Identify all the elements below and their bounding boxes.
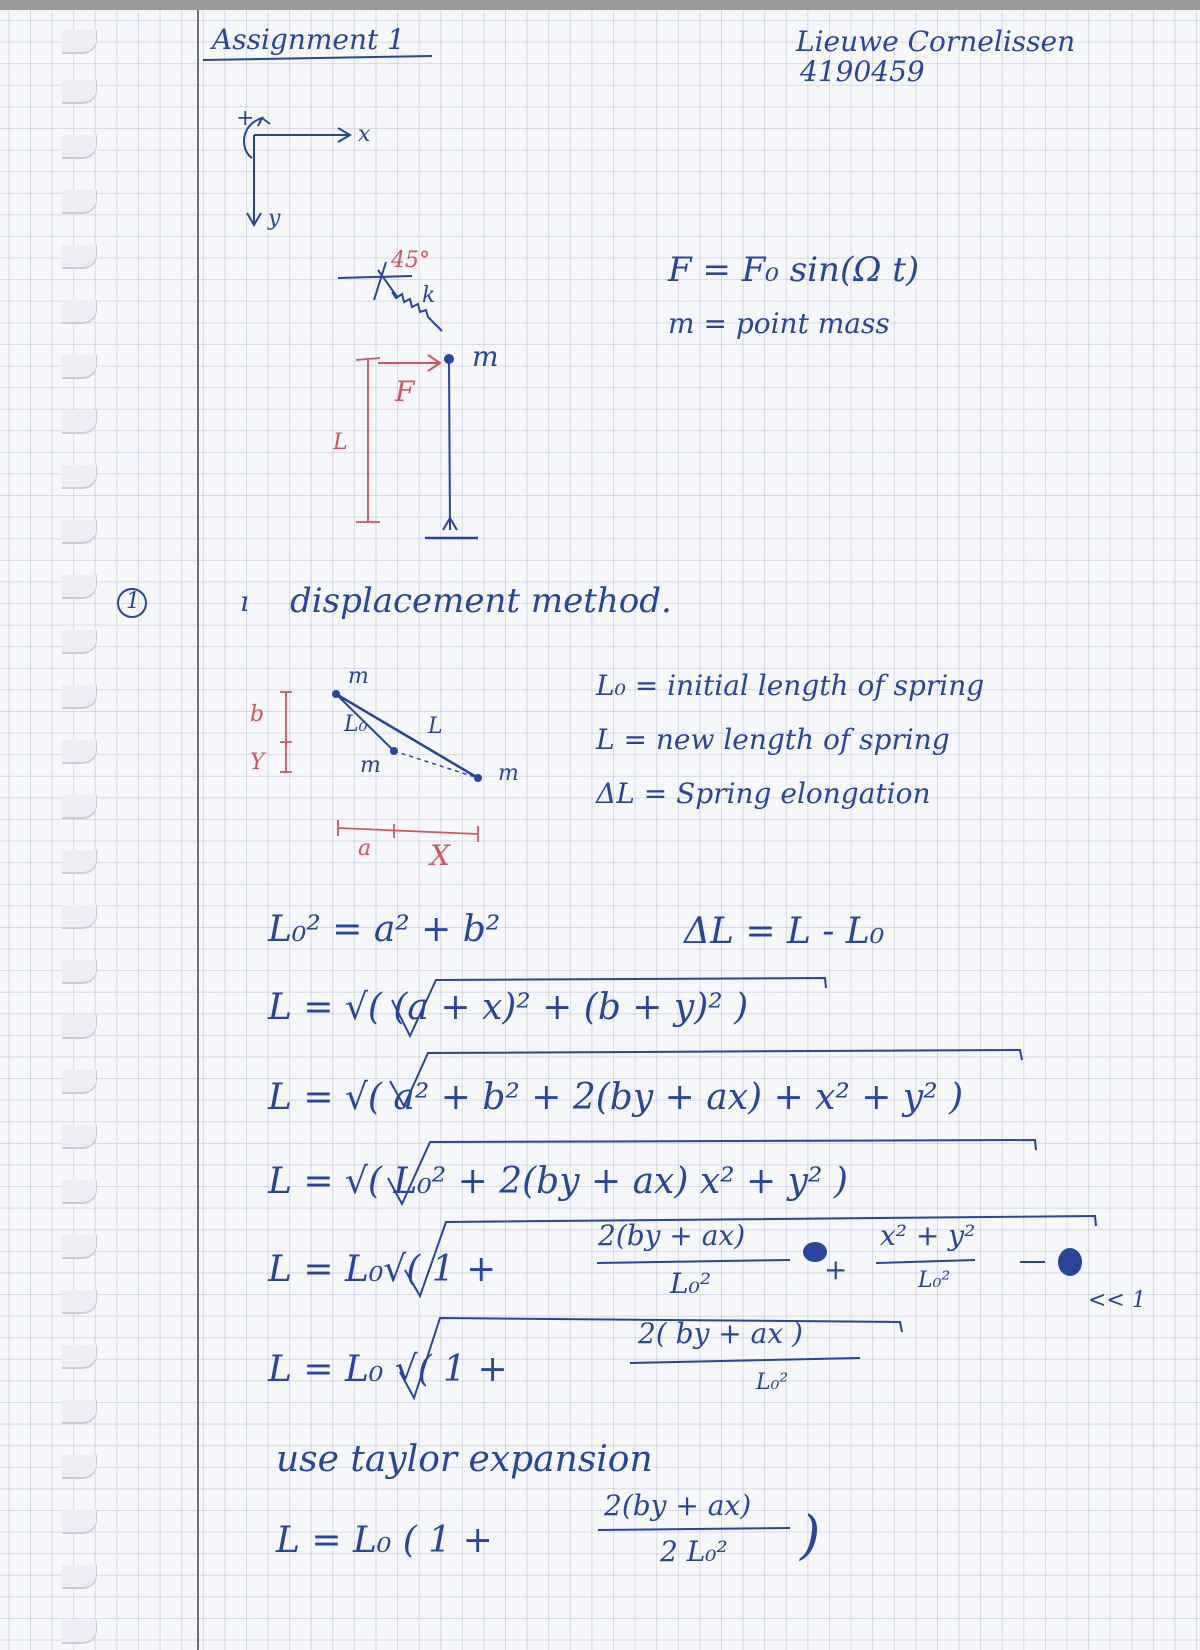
x-label: X — [430, 839, 450, 872]
mass-middle-label: m — [360, 753, 381, 778]
eq-simplified-denominator: L₀² — [756, 1370, 789, 1395]
student-number: 4190459 — [800, 55, 925, 88]
displacement-path — [394, 751, 478, 778]
eq-factored-left: L = L₀√( 1 + — [268, 1249, 497, 1290]
section-bullet: ı — [240, 585, 249, 618]
eq-initial-length: L₀² = a² + b² — [268, 909, 501, 950]
section-title: displacement method. — [290, 581, 672, 621]
mass-right-label: m — [498, 761, 519, 786]
section-number: 1 — [126, 589, 140, 614]
force-label: F — [395, 375, 415, 408]
eq-simplified-numerator: 2( by + ax ) — [638, 1317, 803, 1350]
eq-length-substituted: L = √( L₀² + 2(by + ax) x² + y² ) — [268, 1161, 848, 1202]
eq-length-root: L = √( (a + x)² + (b + y)² ) — [268, 987, 749, 1028]
taylor-note: use taylor expansion — [276, 1439, 653, 1480]
legend-initial-length: L₀ = initial length of spring — [596, 669, 985, 702]
axes-sketch — [244, 118, 350, 225]
y-label: Y — [250, 750, 265, 775]
eq-taylor-numerator: 2(by + ax) — [604, 1489, 752, 1522]
eq-small-term-numerator: x² + y² — [880, 1219, 976, 1252]
geometry-sketch — [280, 690, 482, 842]
legend-elongation: ΔL = Spring elongation — [596, 777, 931, 810]
mass-label: m — [472, 340, 499, 373]
eq-small-term-note: << 1 — [1088, 1288, 1146, 1313]
axis-y-label: y — [268, 206, 281, 231]
legend-new-length: L = new length of spring — [596, 723, 950, 756]
rotation-sign: + — [236, 106, 255, 131]
spring-label: k — [422, 283, 436, 308]
eq-taylor-denominator: 2 L₀² — [660, 1535, 728, 1568]
eq-taylor-close-paren: ) — [800, 1506, 821, 1566]
eq-factored-plus: + — [824, 1253, 848, 1286]
length-dimension — [356, 358, 380, 522]
b-label: b — [250, 702, 265, 727]
force-definition: F = F₀ sin(Ω t) — [668, 250, 920, 290]
eq-simplified-left: L = L₀ √( 1 + — [268, 1349, 508, 1390]
new-length-label: L — [428, 714, 443, 739]
force-arrow — [378, 355, 440, 371]
author-name: Lieuwe Cornelissen — [796, 25, 1076, 58]
mass-top-label: m — [348, 664, 369, 689]
eq-factored-numerator: 2(by + ax) — [598, 1219, 746, 1252]
eq-factored-denominator: L₀² — [670, 1267, 712, 1300]
a-label: a — [358, 836, 372, 861]
wall-line — [338, 276, 412, 278]
eq-small-term-denominator: L₀² — [918, 1268, 951, 1293]
rod — [449, 359, 450, 530]
mass-definition: m = point mass — [668, 307, 890, 340]
length-label: L — [333, 430, 348, 455]
angle-label: 45° — [391, 248, 430, 273]
eq-length-expanded: L = √( a² + b² + 2(by + ax) + x² + y² ) — [268, 1077, 964, 1118]
assignment-title: Assignment 1 — [212, 23, 405, 56]
title-underline — [203, 56, 432, 60]
eq-taylor-left: L = L₀ ( 1 + — [276, 1520, 493, 1561]
eq-elongation: ΔL = L - L₀ — [684, 911, 885, 952]
initial-length-label: L₀ — [344, 712, 368, 737]
vertical-dimension — [280, 692, 292, 772]
axis-x-label: x — [358, 122, 371, 147]
